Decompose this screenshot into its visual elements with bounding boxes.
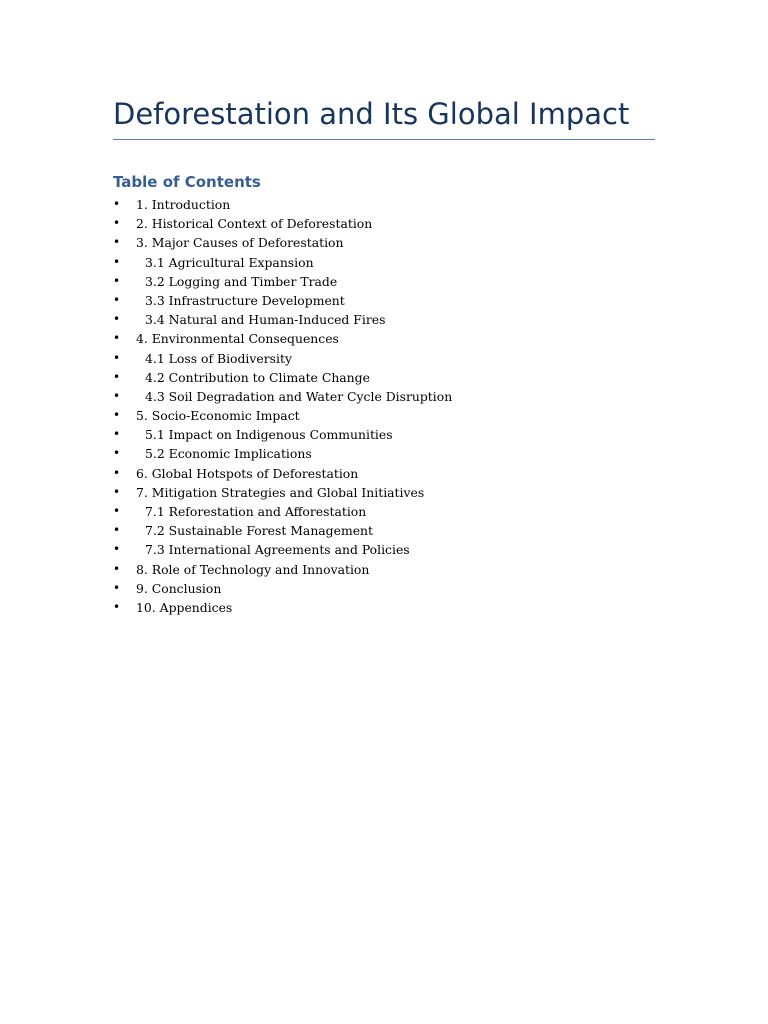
bullet-icon: •: [113, 408, 121, 423]
toc-item-label: 1. Introduction: [136, 197, 231, 212]
toc-item-label: 10. Appendices: [136, 599, 233, 615]
bullet-icon: •: [113, 254, 121, 269]
toc-item-label: 9. Conclusion: [136, 580, 222, 596]
toc-item-label: 8. Role of Technology and Innovation: [136, 561, 370, 577]
toc-item-label: 6. Global Hotspots of Deforestation: [136, 465, 359, 481]
toc-item-label: 3.4 Natural and Human-Induced Fires: [145, 312, 386, 328]
toc-item-label: 3. Major Causes of Deforestation: [136, 235, 344, 251]
bullet-icon: •: [113, 599, 121, 614]
bullet-icon: •: [113, 542, 121, 557]
bullet-icon: •: [113, 427, 121, 442]
bullet-icon: •: [113, 331, 121, 346]
bullet-icon: •: [113, 504, 121, 518]
toc-item-label: 3.3 Infrastructure Development: [145, 292, 345, 308]
bullet-icon: •: [113, 446, 121, 461]
bullet-icon: •: [113, 273, 121, 288]
bullet-icon: •: [113, 350, 121, 365]
toc-item-label: 3.2 Logging and Timber Trade: [145, 273, 338, 289]
bullet-icon: •: [113, 561, 121, 576]
bullet-icon: •: [113, 465, 121, 480]
toc-item-label: 5.2 Economic Implications: [145, 446, 312, 462]
toc-item-label: 4.2 Contribution to Climate Change: [145, 369, 370, 385]
title-underline-rule: [113, 139, 655, 140]
toc-item-label: 7.1 Reforestation and Afforestation: [145, 504, 367, 519]
table-of-contents-heading: Table of Contents: [113, 173, 261, 191]
toc-item-label: 7.2 Sustainable Forest Management: [145, 523, 373, 539]
toc-item-label: 7.3 International Agreements and Policies: [145, 542, 410, 558]
bullet-icon: •: [113, 523, 121, 538]
bullet-icon: •: [113, 312, 121, 327]
bullet-icon: •: [113, 484, 121, 499]
toc-item-label: 5. Socio-Economic Impact: [136, 408, 300, 424]
document-title: Deforestation and Its Global Impact: [113, 97, 630, 131]
bullet-icon: •: [113, 216, 121, 231]
toc-item-label: 4.3 Soil Degradation and Water Cycle Disruption: [145, 388, 453, 404]
toc-item-label: 2. Historical Context of Deforestation: [136, 216, 373, 232]
bullet-icon: •: [113, 580, 121, 595]
bullet-icon: •: [113, 197, 121, 211]
toc-item-label: 5.1 Impact on Indigenous Communities: [145, 427, 393, 443]
bullet-icon: •: [113, 369, 121, 384]
toc-item-label: 3.1 Agricultural Expansion: [145, 254, 314, 270]
toc-item-label: 4.1 Loss of Biodiversity: [145, 350, 292, 366]
bullet-icon: •: [113, 388, 121, 403]
bullet-icon: •: [113, 292, 121, 307]
bullet-icon: •: [113, 235, 121, 250]
toc-item-label: 7. Mitigation Strategies and Global Initiatives: [136, 484, 425, 500]
toc-item-label: 4. Environmental Consequences: [136, 331, 339, 347]
